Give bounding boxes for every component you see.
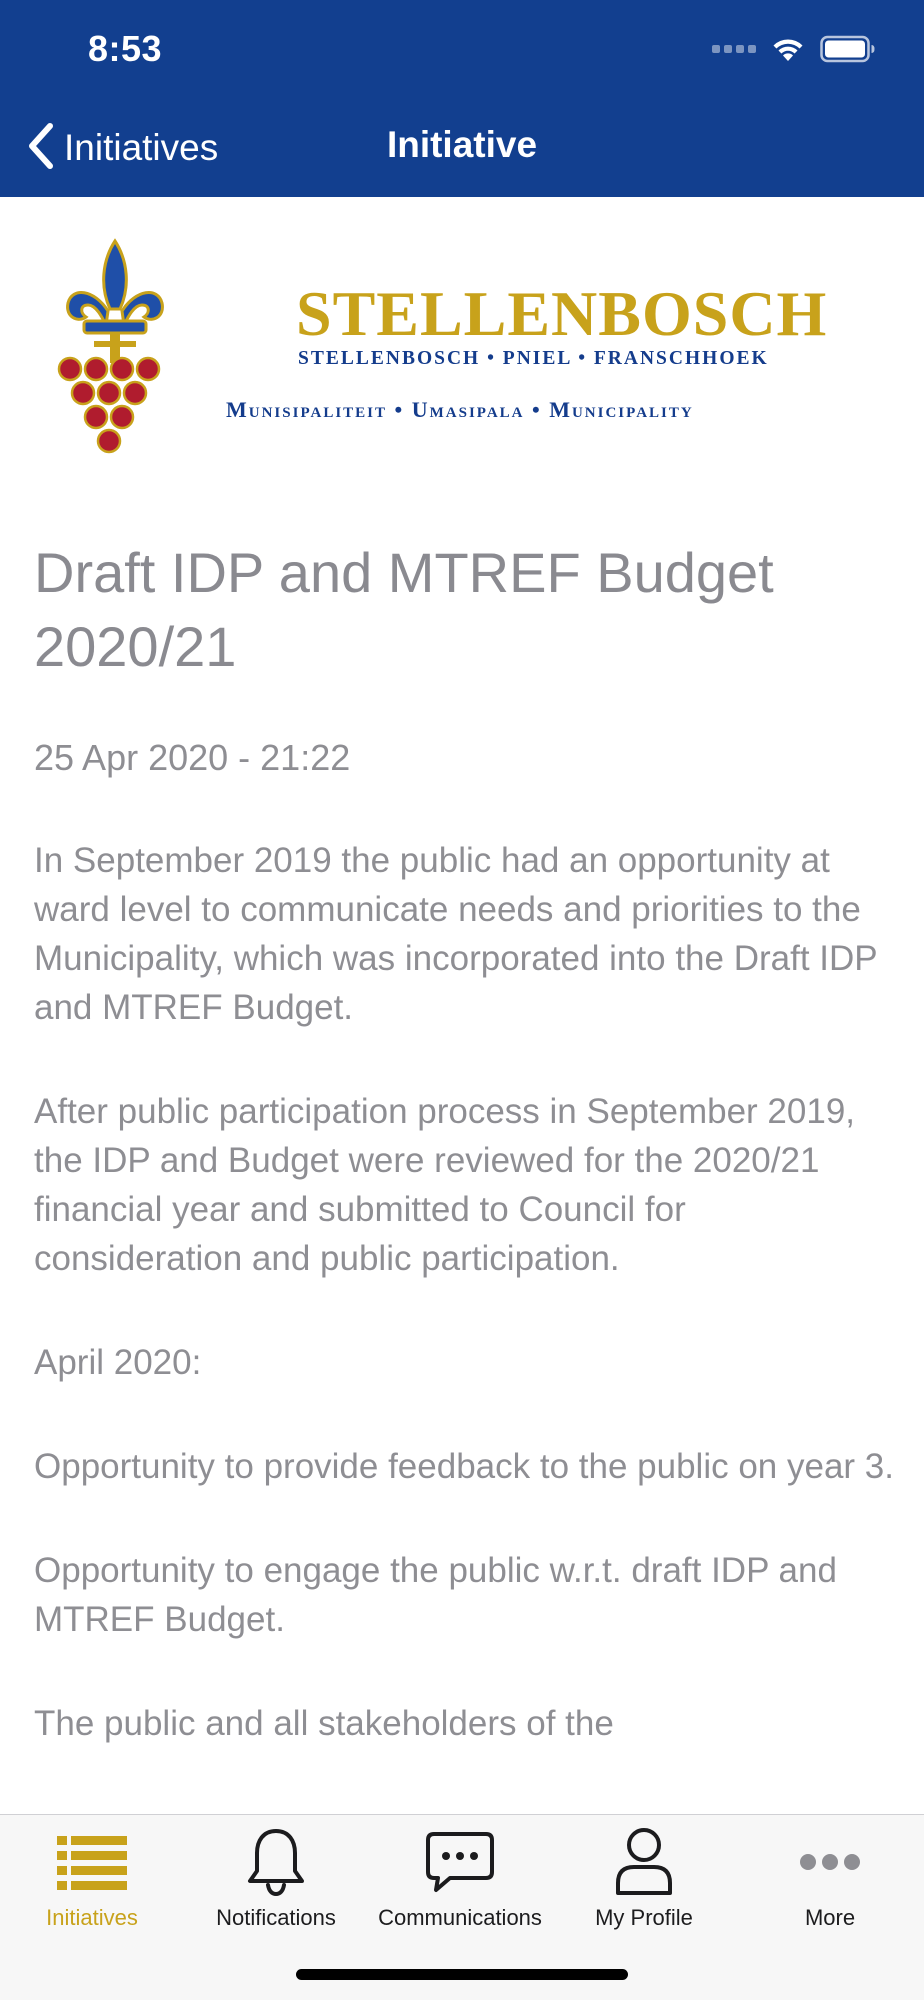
article-body bbox=[34, 836, 894, 1748]
tab-label: Communications bbox=[378, 1905, 542, 1930]
tab-communications[interactable] bbox=[368, 1815, 552, 1945]
article-paragraph: April 2020: bbox=[34, 1343, 202, 1382]
tab-label: Notifications bbox=[216, 1905, 336, 1930]
bell-icon bbox=[246, 1827, 306, 1897]
nav-header bbox=[0, 0, 924, 197]
tab-label: Initiatives bbox=[46, 1905, 138, 1930]
home-indicator[interactable] bbox=[296, 1969, 628, 1980]
wifi-icon bbox=[770, 35, 806, 63]
tab-initiatives[interactable] bbox=[0, 1815, 184, 1945]
article-paragraph: In September 2019 the public had an opportunity at ward level to communicate needs and priorities to the Municipality, which was incorporated into the Draft IDP and MTREF Budget. bbox=[34, 841, 877, 1027]
article-paragraph: The public and all stakeholders of the bbox=[34, 1704, 614, 1743]
status-icons bbox=[712, 34, 876, 64]
logo-tagline: Munisipaliteit • Umasipala • Municipality bbox=[226, 397, 694, 422]
fleur-de-lis-grapes-crest-icon bbox=[50, 237, 180, 472]
person-icon bbox=[614, 1827, 674, 1897]
article-paragraph: After public participation process in September 2019, the IDP and Budget were reviewed for the 2020/21 financial year and submitted to Council for consideration and public participation. bbox=[34, 1092, 856, 1278]
back-button-label: Initiatives bbox=[64, 127, 219, 168]
more-dots-icon bbox=[800, 1827, 860, 1897]
list-icon bbox=[57, 1827, 127, 1897]
article-date: 25 Apr 2020 - 21:22 bbox=[34, 737, 351, 778]
tab-my-profile[interactable] bbox=[552, 1815, 736, 1945]
battery-icon bbox=[820, 35, 876, 63]
article-title: Draft IDP and MTREF Budget 2020/21 bbox=[34, 541, 774, 678]
chat-bubble-icon bbox=[424, 1827, 496, 1897]
tab-notifications[interactable] bbox=[184, 1815, 368, 1945]
municipality-logo bbox=[0, 197, 924, 497]
article-content bbox=[34, 536, 894, 1748]
tab-more[interactable] bbox=[738, 1815, 922, 1945]
page-title: Initiative bbox=[386, 124, 538, 165]
logo-title: STELLENBOSCH bbox=[296, 278, 828, 349]
tab-label: More bbox=[804, 1905, 856, 1930]
cellular-signal-icon bbox=[712, 45, 756, 53]
logo-subtitle: STELLENBOSCH • PNIEL • FRANSCHHOEK bbox=[298, 348, 769, 369]
article-paragraph: Opportunity to engage the public w.r.t. draft IDP and MTREF Budget. bbox=[34, 1551, 837, 1639]
tab-label: My Profile bbox=[595, 1905, 693, 1930]
article-paragraph: Opportunity to provide feedback to the public on year 3. bbox=[34, 1447, 894, 1486]
status-time: 8:53 bbox=[88, 28, 163, 69]
